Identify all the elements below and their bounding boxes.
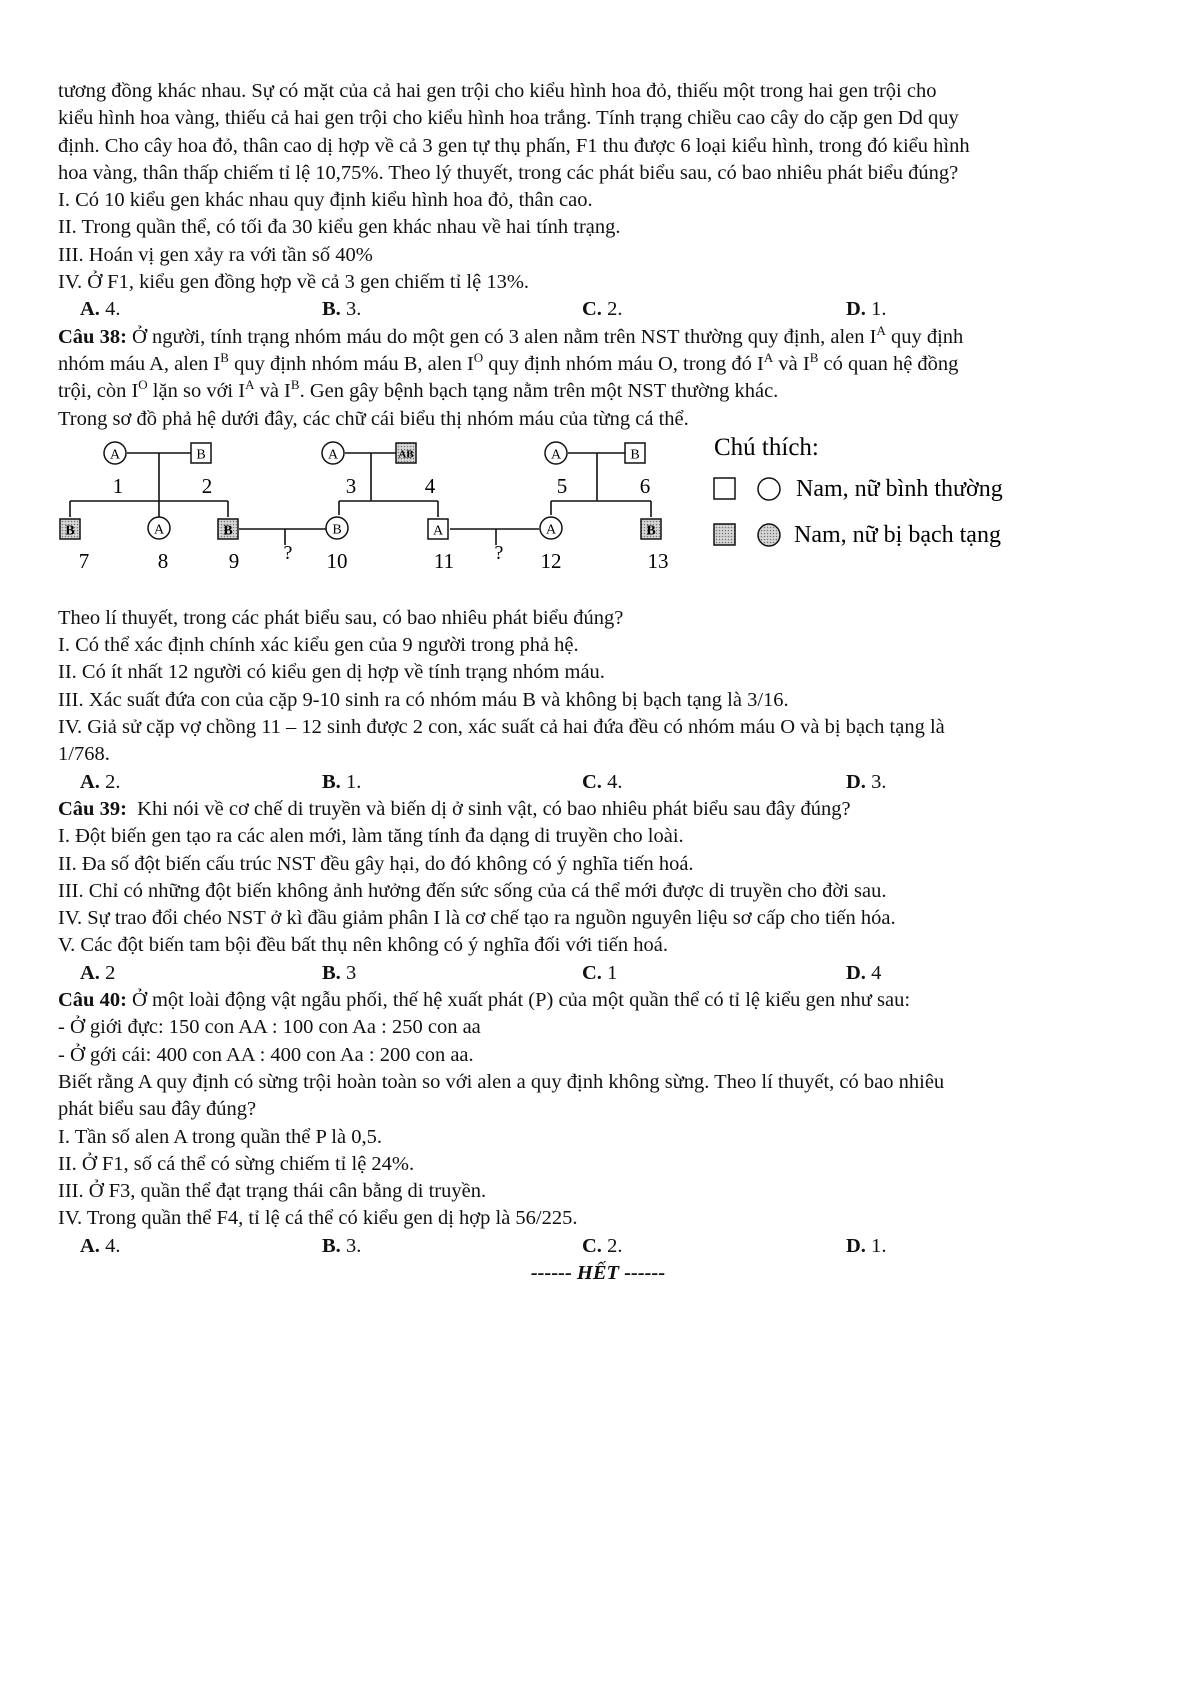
answer-options (58, 1233, 1138, 1260)
svg-text:B: B (196, 447, 206, 463)
statement: III. Ở F3, quần thể đạt trạng thái cân bằng di truyền. (58, 1180, 487, 1203)
option-c[interactable]: C. 1 (582, 961, 618, 984)
individual-12 (540, 517, 562, 539)
individual-number: 8 (157, 548, 169, 573)
svg-text:B: B (65, 523, 75, 539)
question-39 (58, 796, 1138, 987)
option-c[interactable]: C. 4. (582, 770, 623, 793)
individual-number: 12 (540, 548, 562, 573)
text-line: - Ở gới cái: 400 con AA : 400 con Aa : 200 con aa. (58, 1043, 474, 1066)
option-b[interactable]: B. 1. (322, 770, 362, 793)
individual-number: 1 (112, 473, 124, 498)
statement: III. Xác suất đứa con của cặp 9-10 sinh ra có nhóm máu B và không bị bạch tạng là 3/16. (58, 688, 789, 711)
svg-text:A: A (545, 522, 557, 538)
individual-5 (545, 442, 567, 464)
affected-male-symbol (714, 524, 735, 545)
text-line: Câu 39: Khi nói về cơ chế di truyền và biến dị ở sinh vật, có bao nhiêu phát biểu sau đây đúng? (58, 797, 851, 820)
text-line: Câu 40: Ở một loài động vật ngẫu phối, thế hệ xuất phát (P) của một quần thể có tỉ lệ kiểu gen như sau: (58, 989, 911, 1012)
statement: II. Trong quần thể, có tối đa 30 kiểu gen khác nhau về hai tính trạng. (58, 216, 621, 239)
svg-text:B: B (223, 523, 233, 539)
end-mark: ------ HẾT ------ (530, 1261, 666, 1284)
statement: IV. Ở F1, kiểu gen đồng hợp về cả 3 gen chiếm tỉ lệ 13%. (58, 271, 530, 294)
statement: I. Có 10 kiểu gen khác nhau quy định kiểu hình hoa đỏ, thân cao. (58, 189, 593, 212)
question-40 (58, 987, 1138, 1260)
text-line: Trong sơ đồ phả hệ dưới đây, các chữ cái biểu thị nhóm máu của từng cá thể. (58, 407, 689, 430)
option-c[interactable]: C. 2. (582, 1234, 623, 1257)
text-line: nhóm máu A, alen $I^B$ quy định nhóm máu B, alen $I^O$ quy định nhóm máu O, trong đó $I^A$ và $I^B$ có quan hệ đồng (58, 350, 959, 375)
answer-options (58, 296, 1138, 323)
option-a[interactable]: A. 2 (80, 961, 116, 984)
option-d[interactable]: D. 1. (846, 1234, 887, 1257)
text-line: trội, còn $I^O$ lặn so với $I^A$ và $I^B$. Gen gây bệnh bạch tạng nằm trên một NST thường khác. (58, 377, 779, 403)
individual-number: 3 (345, 473, 357, 498)
individual-number: 2 (201, 473, 213, 498)
exam-page (58, 78, 1138, 1287)
statement: IV. Sự trao đổi chéo NST ở kì đầu giảm phân I là cơ chế tạo ra nguồn nguyên liệu sơ cấp cho tiến hóa. (58, 907, 896, 930)
statement: III. Hoán vị gen xảy ra với tần số 40% (58, 243, 373, 266)
affected-female-symbol (758, 524, 780, 546)
statement: I. Đột biến gen tạo ra các alen mới, làm tăng tính đa dạng di truyền cho loài. (58, 825, 684, 848)
legend-affected-label: Nam, nữ bị bạch tạng (794, 521, 1001, 548)
svg-text:A: A (153, 522, 165, 538)
svg-text:A: A (109, 447, 121, 463)
svg-text:A: A (432, 523, 444, 539)
statement: V. Các đột biến tam bội đều bất thụ nên không có ý nghĩa đối với tiến hoá. (58, 934, 668, 957)
svg-text:A: A (327, 447, 339, 463)
statement: I. Có thể xác định chính xác kiểu gen của 9 người trong phả hệ. (58, 634, 579, 657)
option-d[interactable]: D. 1. (846, 298, 887, 321)
question-label: Câu 38: (58, 325, 127, 348)
individual-number: 5 (556, 473, 568, 498)
text-line: phát biểu sau đây đúng? (58, 1098, 257, 1121)
answer-options (58, 769, 1138, 796)
svg-text:B: B (646, 523, 656, 539)
unknown-child-mark: ? (283, 541, 293, 564)
text-line: Biết rằng A quy định có sừng trội hoàn toàn so với alen a quy định không sừng. Theo lí thuyết, có bao nhiêu (58, 1070, 945, 1093)
normal-female-symbol (758, 478, 780, 500)
text-line: hoa vàng, thân thấp chiếm tỉ lệ 10,75%. Theo lý thuyết, trong các phát biểu sau, có bao nhiêu phát biểu đúng? (58, 161, 959, 184)
option-a[interactable]: A. 4. (80, 1234, 121, 1257)
statement: 1/768. (58, 743, 110, 766)
individual-7 (60, 519, 80, 539)
option-c[interactable]: C. 2. (582, 298, 623, 321)
option-b[interactable]: B. 3 (322, 961, 357, 984)
individual-number: 4 (424, 473, 436, 498)
individual-3 (322, 442, 344, 464)
svg-text:A: A (550, 447, 562, 463)
normal-male-symbol (714, 478, 735, 499)
svg-text:B: B (332, 522, 342, 538)
statement: II. Ở F1, số cá thể có sừng chiếm tỉ lệ 24%. (58, 1152, 415, 1175)
question-37 (58, 78, 1138, 324)
pedigree-svg (58, 433, 1138, 605)
pedigree-legend (714, 434, 1003, 548)
question-label: Câu 39: (58, 797, 127, 820)
individual-number: 11 (433, 548, 455, 573)
individual-4 (396, 443, 416, 463)
unknown-child-mark: ? (494, 541, 504, 564)
option-b[interactable]: B. 3. (322, 298, 362, 321)
individual-8 (148, 517, 170, 539)
individual-2 (191, 443, 211, 463)
statement: III. Chỉ có những đột biến không ảnh hưởng đến sức sống của cá thể mới được di truyền cho đời sau. (58, 879, 887, 902)
statement: II. Có ít nhất 12 người có kiểu gen dị hợp về tính trạng nhóm máu. (58, 661, 605, 684)
svg-text:B: B (630, 447, 640, 463)
individual-number: 7 (78, 548, 90, 573)
statement: I. Tần số alen A trong quần thể P là 0,5. (58, 1125, 382, 1148)
svg-text:AB: AB (398, 448, 414, 461)
answer-options (58, 960, 1138, 987)
text-line: định. Cho cây hoa đỏ, thân cao dị hợp về cả 3 gen tự thụ phấn, F1 thu được 6 loại kiểu hình, trong đó kiểu hình (58, 134, 970, 157)
text-line: Theo lí thuyết, trong các phát biểu sau, có bao nhiêu phát biểu đúng? (58, 606, 624, 629)
legend-title: Chú thích: (714, 433, 819, 461)
question-38 (58, 324, 1138, 796)
individual-6 (625, 443, 645, 463)
statement: IV. Trong quần thể F4, tỉ lệ cá thể có kiểu gen dị hợp là 56/225. (58, 1207, 578, 1230)
question-label: Câu 40: (58, 989, 127, 1012)
option-d[interactable]: D. 4 (846, 961, 882, 984)
statement: IV. Giả sử cặp vợ chồng 11 – 12 sinh được 2 con, xác suất cả hai đứa đều có nhóm máu O và bị bạch tạng là (58, 716, 945, 739)
individual-number: 10 (326, 548, 348, 573)
text-line: tương đồng khác nhau. Sự có mặt của cả hai gen trội cho kiểu hình hoa đỏ, thiếu một trong hai gen trội cho (58, 80, 937, 102)
legend-normal-label: Nam, nữ bình thường (796, 475, 1003, 502)
option-a[interactable]: A. 2. (80, 770, 121, 793)
individual-9 (218, 519, 238, 539)
text-line: - Ở giới đực: 150 con AA : 100 con Aa : 250 con aa (58, 1016, 481, 1039)
individual-number: 13 (647, 548, 669, 573)
option-d[interactable]: D. 3. (846, 770, 887, 793)
individual-1 (104, 442, 126, 464)
individual-13 (641, 519, 661, 539)
option-a[interactable]: A. 4. (80, 298, 121, 321)
option-b[interactable]: B. 3. (322, 1234, 362, 1257)
individual-11 (428, 519, 448, 539)
text-line: kiểu hình hoa vàng, thiếu cả hai gen trội cho kiểu hình hoa trắng. Tính trạng chiều cao cây do cặp gen Dd quy (58, 107, 959, 130)
individual-number: 6 (639, 473, 651, 498)
individual-10 (326, 517, 348, 539)
statement: II. Đa số đột biến cấu trúc NST đều gây hại, do đó không có ý nghĩa tiến hoá. (58, 852, 694, 875)
individual-number: 9 (228, 548, 240, 573)
pedigree-diagram (58, 433, 1138, 605)
text-line: Câu 38: Ở người, tính trạng nhóm máu do một gen có 3 alen nằm trên NST thường quy định, alen $I^A$ quy định (58, 322, 964, 348)
